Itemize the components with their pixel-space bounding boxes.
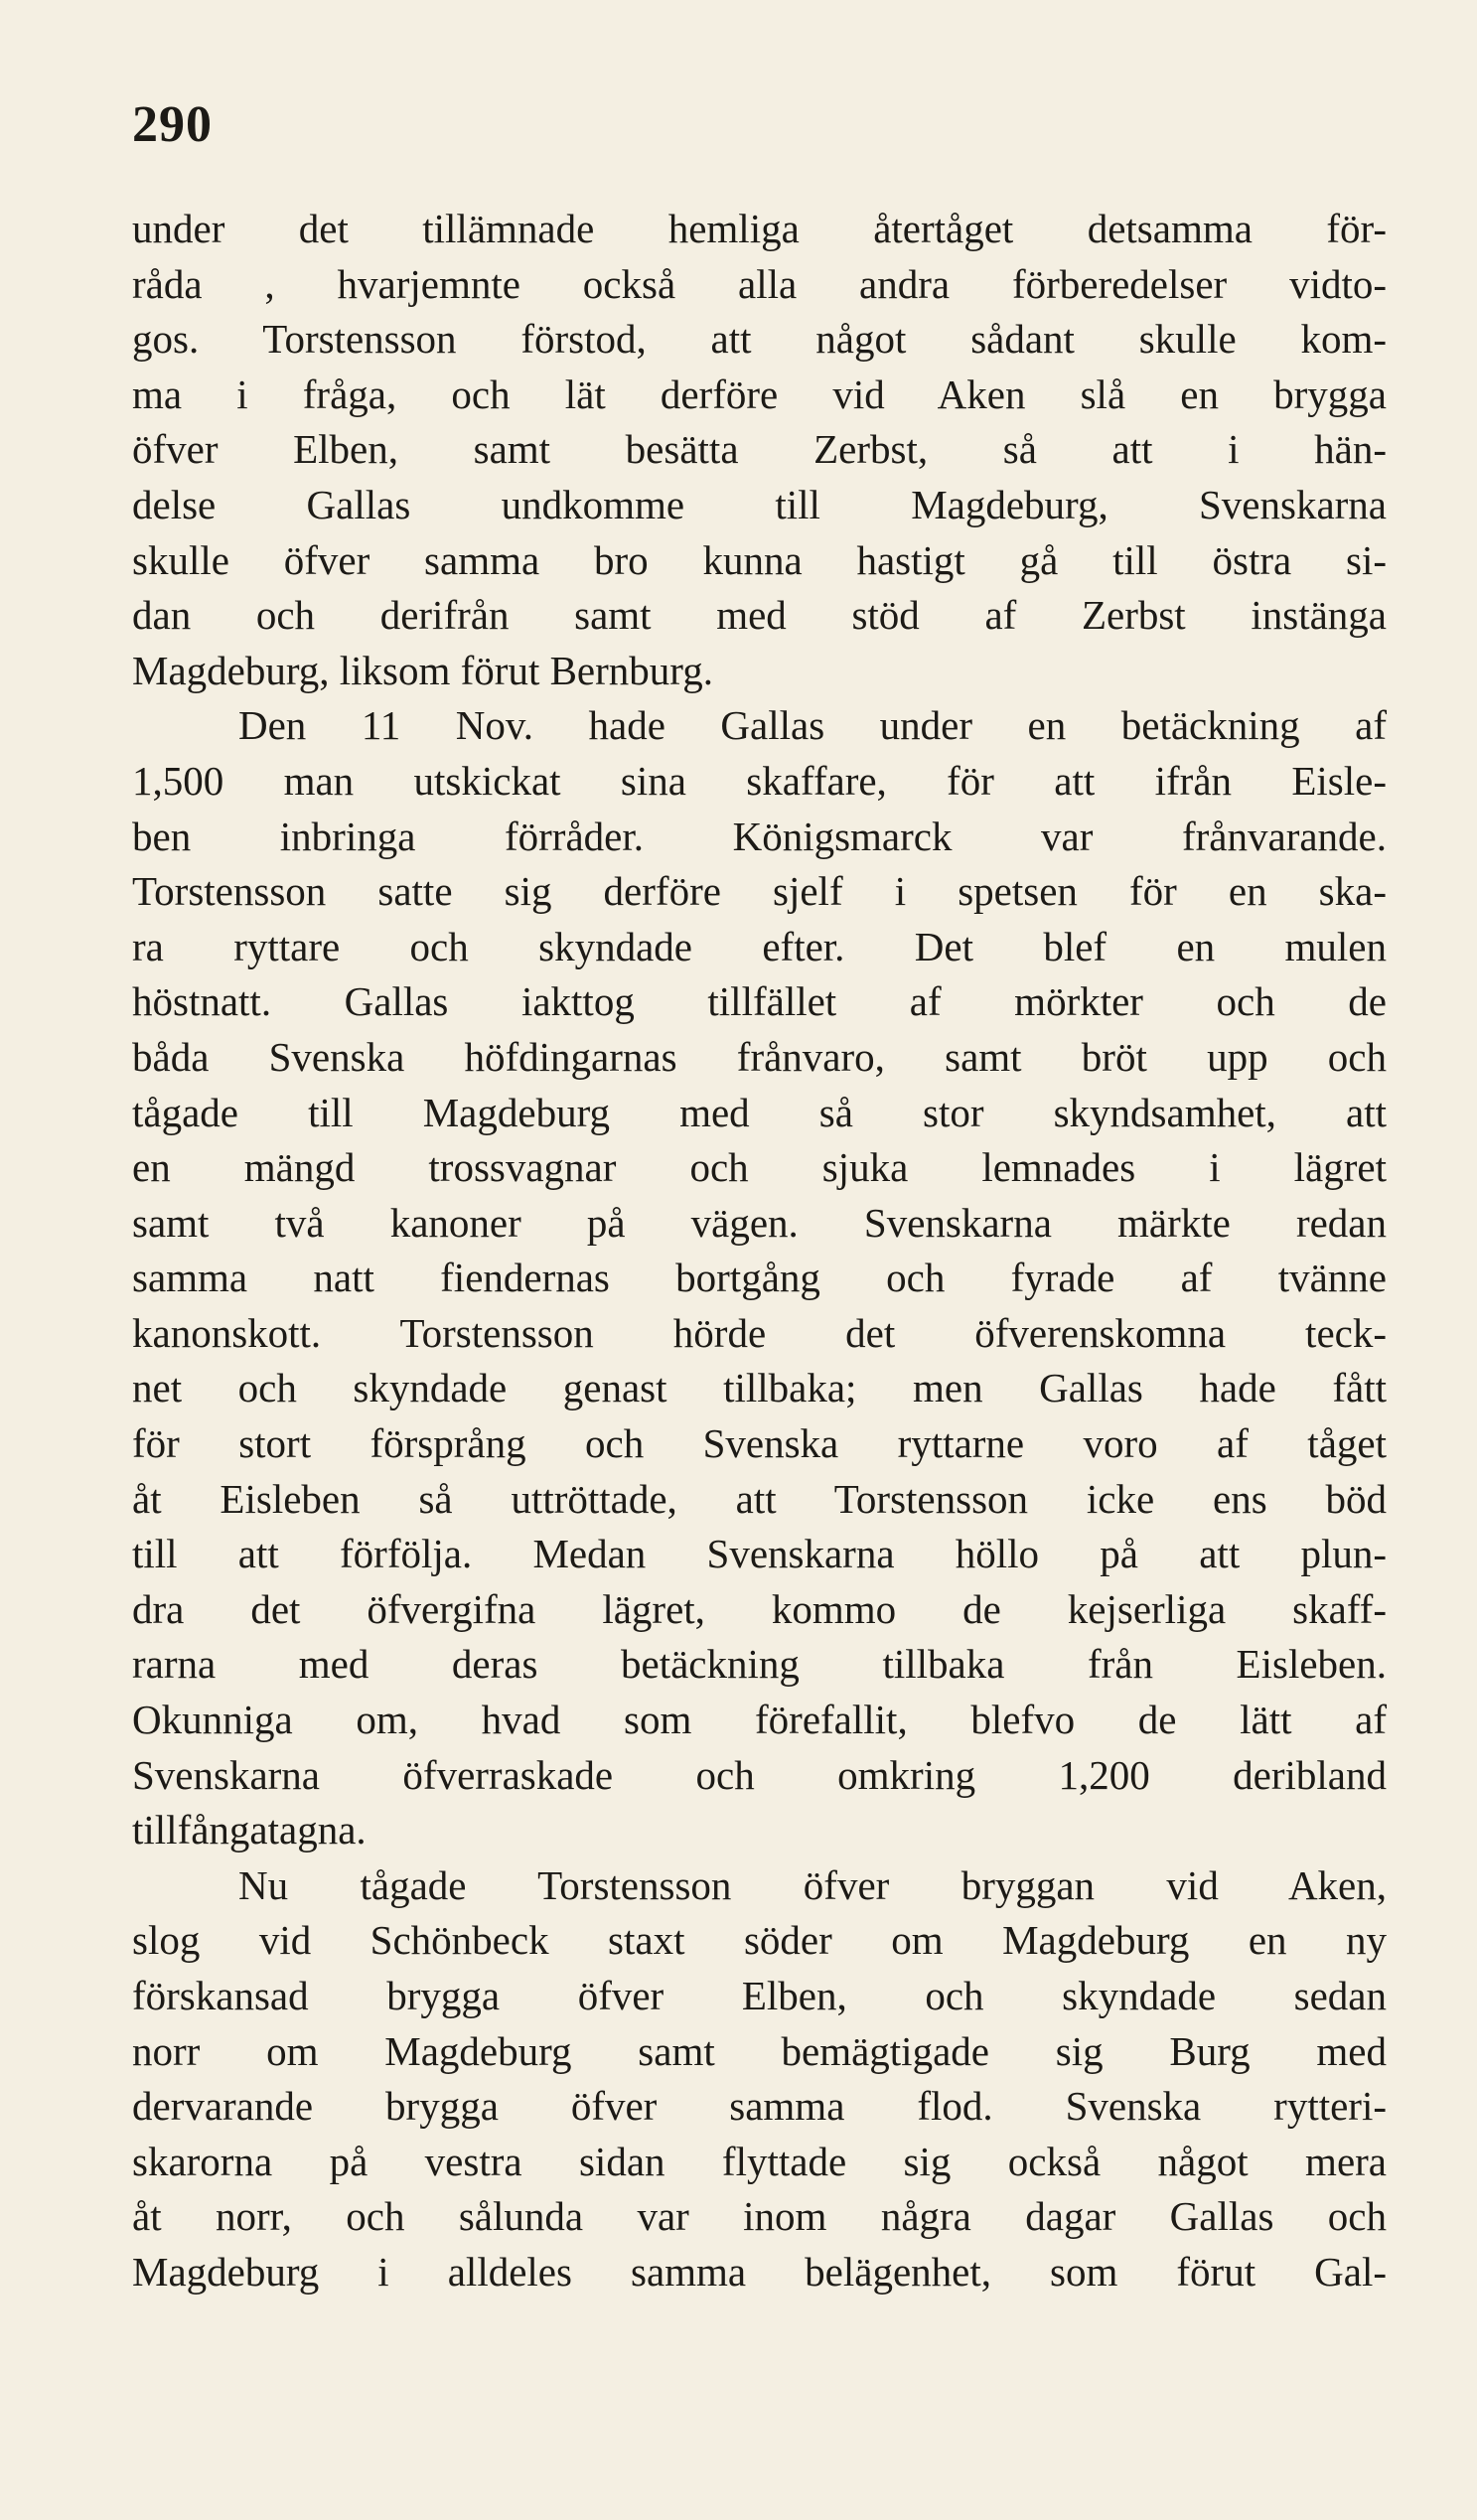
text-line: höstnatt. Gallas iakttog tillfället af mörkter och de <box>132 978 1387 1025</box>
text-line: ra ryttare och skyndade efter. Det blef en mulen <box>132 923 1387 969</box>
text-line: tillfångatagna. <box>132 1807 367 1853</box>
text-line: Magdeburg i alldeles samma belägenhet, som förut Gal- <box>132 2248 1387 2295</box>
page-number: 290 <box>132 96 213 153</box>
text-line: dra det öfvergifna lägret, kommo de kejserliga skaff- <box>132 1585 1387 1632</box>
text-line: dan och derifrån samt med stöd af Zerbst instänga <box>132 592 1387 639</box>
text-line: för stort försprång och Svenska ryttarne voro af tåget <box>132 1420 1387 1467</box>
text-line: Nu tågade Torstensson öfver bryggan vid Aken, <box>238 1861 1387 1908</box>
text-line: öfver Elben, samt besätta Zerbst, så att i hän- <box>132 426 1387 473</box>
body-text <box>132 202 1387 2300</box>
text-line: tågade till Magdeburg med så stor skyndsamhet, att <box>132 1089 1387 1135</box>
text-line: delse Gallas undkomme till Magdeburg, Svenskarna <box>132 481 1387 527</box>
text-line: Magdeburg, liksom förut Bernburg. <box>132 647 713 693</box>
text-line: förskansad brygga öfver Elben, och skyndade sedan <box>132 1973 1387 2018</box>
text-line: till att förfölja. Medan Svenskarna höllo på att plun- <box>132 1531 1387 1577</box>
text-line: båda Svenska höfdingarnas frånvaro, samt bröt upp och <box>132 1033 1387 1080</box>
text-line: gos. Torstensson förstod, att något sådant skulle kom- <box>132 316 1387 363</box>
text-line: Torstensson satte sig derföre sjelf i spetsen för en ska- <box>132 868 1387 915</box>
text-line: 1,500 man utskickat sina skaffare, för att ifrån Eisle- <box>132 757 1387 804</box>
text-line: åt norr, och sålunda var inom några dagar Gallas och <box>132 2193 1387 2240</box>
text-line: åt Eisleben så uttröttade, att Torstensson icke ens böd <box>132 1475 1387 1522</box>
text-line: samma natt fiendernas bortgång och fyrade af tvänne <box>132 1255 1387 1301</box>
text-line: dervarande brygga öfver samma flod. Svenska rytteri- <box>132 2083 1387 2130</box>
text-line: Den 11 Nov. hade Gallas under en betäckning af <box>238 702 1387 749</box>
text-line: rarna med deras betäckning tillbaka från Eisleben. <box>132 1641 1387 1688</box>
text-line: net och skyndade genast tillbaka; men Gallas hade fått <box>132 1365 1387 1411</box>
text-line: slog vid Schönbeck staxt söder om Magdeburg en ny <box>132 1917 1387 1964</box>
text-line: samt två kanoner på vägen. Svenskarna märkte redan <box>132 1199 1387 1246</box>
text-line: under det tillämnade hemliga återtåget detsamma för- <box>132 206 1387 251</box>
text-line: skarorna på vestra sidan flyttade sig också något mera <box>132 2138 1387 2184</box>
text-line: kanonskott. Torstensson hörde det öfverenskomna teck- <box>132 1309 1387 1356</box>
text-line: en mängd trossvagnar och sjuka lemnades i lägret <box>132 1144 1387 1191</box>
text-line: ben inbringa förråder. Königsmarck var frånvarande. <box>132 813 1387 859</box>
text-line: råda , hvarjemnte också alla andra förberedelser vidto- <box>132 260 1387 307</box>
text-line: norr om Magdeburg samt bemägtigade sig Burg med <box>132 2027 1387 2074</box>
text-line: skulle öfver samma bro kunna hastigt gå till östra si- <box>132 536 1387 583</box>
text-line: Okunniga om, hvad som förefallit, blefvo de lätt af <box>132 1697 1387 1743</box>
text-line: ma i fråga, och lät derföre vid Aken slå en brygga <box>132 371 1387 417</box>
text-line: Svenskarna öfverraskade och omkring 1,200 deribland <box>132 1751 1387 1798</box>
